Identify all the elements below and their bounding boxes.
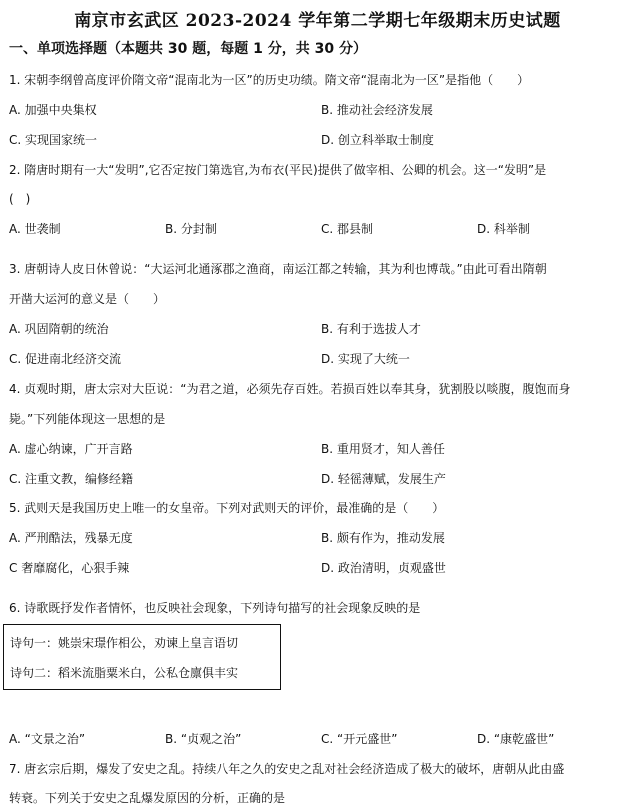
q6-option-d: D. “康乾盛世”	[477, 732, 555, 746]
q5-option-d: D. 政治清明，贞观盛世	[321, 561, 446, 575]
q5-option-c: C 奢靡腐化，心狠手辣	[9, 561, 130, 575]
q3-option-b: B. 有利于选拔人才	[321, 322, 421, 336]
question-2-stem-line1: 2. 隋唐时期有一大“发明”,它否定按门第选官,为布衣(平民)提供了做宰相、公卿的机会。这一“发明”是	[9, 163, 547, 177]
question-6-stem: 6. 诗歌既抒发作者情怀，也反映社会现象，下列诗句描写的社会现象反映的是	[9, 601, 421, 615]
q4-option-a: A. 虚心纳谏，广开言路	[9, 442, 133, 456]
q6-option-c: C. “开元盛世”	[321, 732, 398, 746]
q2-option-b: B. 分封制	[165, 222, 217, 236]
question-4-stem-line1: 4. 贞观时期，唐太宗对大臣说：“为君之道，必须先存百姓。若损百姓以奉其身，犹割股以啖腹，腹饱而身	[9, 382, 571, 396]
q2-option-c: C. 郡县制	[321, 222, 374, 236]
q1-option-a: A. 加强中央集权	[9, 103, 97, 117]
q6-option-a: A. “文景之治”	[9, 732, 86, 746]
q1-option-b: B. 推动社会经济发展	[321, 103, 433, 117]
question-3-stem-line2: 开凿大运河的意义是（ ）	[9, 292, 166, 306]
question-1-stem: 1. 宋朝李纲曾高度评价隋文帝“混南北为一区”的历史功绩。隋文帝“混南北为一区”是指他（ ）	[9, 73, 530, 87]
q2-option-d: D. 科举制	[477, 222, 530, 236]
poem-line-2: 诗句二：稻米流脂粟米白，公私仓廪俱丰实	[10, 666, 239, 680]
q5-option-a: A. 严刑酷法，残暴无度	[9, 531, 133, 545]
question-4-stem-line2: 毙。”下列能体现这一思想的是	[9, 412, 166, 426]
q3-option-c: C. 促进南北经济交流	[9, 352, 122, 366]
exam-title: 南京市玄武区 2023-2024 学年第二学期七年级期末历史试题	[74, 11, 561, 31]
q4-option-c: C. 注重文教，编修经籍	[9, 472, 134, 486]
poem-box	[3, 624, 281, 690]
question-7-clip	[0, 758, 635, 805]
question-7-stem-line1: 7. 唐玄宗后期，爆发了安史之乱。持续八年之久的安史之乱对社会经济造成了极大的破坏，唐朝从此由盛	[9, 762, 565, 776]
question-2-stem-line2: ( )	[9, 192, 31, 206]
poem-line-1: 诗句一：姚崇宋璟作相公，劝谏上皇言语切	[10, 636, 239, 650]
q6-option-b: B. “贞观之治”	[165, 732, 242, 746]
question-7-stem-line2: 转衰。下列关于安史之乱爆发原因的分析，正确的是	[9, 791, 286, 805]
q4-option-d: D. 轻徭薄赋，发展生产	[321, 472, 446, 486]
section-header: 一、单项选择题（本题共 30 题，每题 1 分，共 30 分）	[9, 41, 367, 57]
q2-option-a: A. 世袭制	[9, 222, 61, 236]
question-3-stem-line1: 3. 唐朝诗人皮日休曾说：“大运河北通涿郡之渔商，南运江都之转输，其为利也博哉。”由此可看出隋朝	[9, 262, 547, 276]
q1-option-c: C. 实现国家统一	[9, 133, 98, 147]
question-5-stem: 5. 武则天是我国历史上唯一的女皇帝。下列对武则天的评价，最准确的是（ ）	[9, 501, 445, 515]
q3-option-a: A. 巩固隋朝的统治	[9, 322, 109, 336]
q3-option-d: D. 实现了大统一	[321, 352, 410, 366]
q5-option-b: B. 颇有作为，推动发展	[321, 531, 445, 545]
q1-option-d: D. 创立科举取士制度	[321, 133, 434, 147]
q4-option-b: B. 重用贤才，知人善任	[321, 442, 445, 456]
